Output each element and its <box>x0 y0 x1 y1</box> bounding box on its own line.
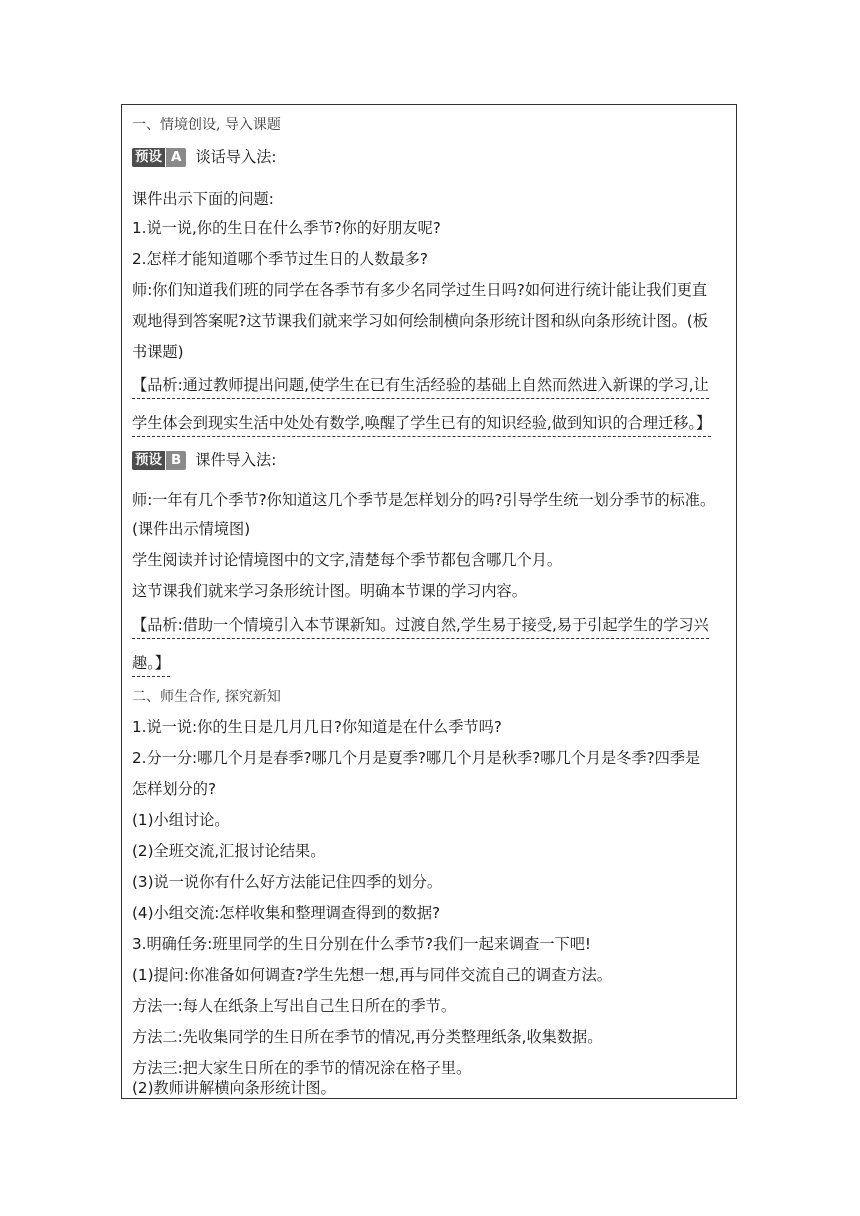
preset-b-text: 课件导入法: <box>195 451 277 469</box>
paragraph-line: 1.说一说:你的生日是几月几日?你知道是在什么季节吗? <box>132 718 502 736</box>
paragraph-line: 师:一年有几个季节?你知道这几个季节是怎样划分的吗?引导学生统一划分季节的标准。 <box>132 491 716 509</box>
paragraph-line: 2.怎样才能知道哪个季节过生日的人数最多? <box>132 250 428 268</box>
preset-badge-label: 预设 <box>132 451 165 470</box>
analysis-note-line: 学生体会到现实生活中处处有数学,唤醒了学生已有的知识经验,做到知识的合理迁移。】 <box>132 413 711 437</box>
preset-a-badge <box>132 148 186 167</box>
analysis-note-line: 【品析:借助一个情境引入本节课新知。过渡自然,学生易于接受,易于引起学生的学习兴 <box>132 615 709 639</box>
paragraph-line: 1.说一说,你的生日在什么季节?你的好朋友呢? <box>132 219 441 237</box>
paragraph-line: 3.明确任务:班里同学的生日分别在什么季节?我们一起来调查一下吧! <box>132 935 592 953</box>
analysis-note-line: 【品析:通过教师提出问题,使学生在已有生活经验的基础上自然而然进入新课的学习,让 <box>132 375 709 399</box>
paragraph-line: 方法一:每人在纸条上写出自己生日所在的季节。 <box>132 997 457 1015</box>
preset-badge-letter: A <box>166 148 186 167</box>
preset-b-badge <box>132 451 186 470</box>
paragraph-line: 观地得到答案呢?这节课我们就来学习如何绘制横向条形统计图和纵向条形统计图。(板 <box>132 312 708 330</box>
section-heading-2: 二、师生合作, 探究新知 <box>132 689 281 705</box>
paragraph-line: (1)小组讨论。 <box>132 811 230 829</box>
paragraph-line: (1)提问:你准备如何调查?学生先想一想,再与同伴交流自己的调查方法。 <box>132 966 612 984</box>
paragraph-line: 方法二:先收集同学的生日所在季节的情况,再分类整理纸条,收集数据。 <box>132 1028 603 1046</box>
paragraph-line: 书课题) <box>132 343 184 361</box>
paragraph-line: 学生阅读并讨论情境图中的文字,清楚每个季节都包含哪几个月。 <box>132 551 563 569</box>
analysis-note-line: 趣。】 <box>132 653 170 677</box>
section-heading-1: 一、情境创设, 导入课题 <box>132 117 281 133</box>
paragraph-line: 方法三:把大家生日所在的季节的情况涂在格子里。 <box>132 1059 472 1077</box>
paragraph-line: (2)全班交流,汇报讨论结果。 <box>132 842 326 860</box>
preset-b-row <box>132 450 276 470</box>
paragraph-line: 课件出示下面的问题: <box>132 190 274 208</box>
preset-a-row <box>132 147 277 167</box>
paragraph-line: (3)说一说你有什么好方法能记住四季的划分。 <box>132 873 443 891</box>
paragraph-line: 这节课我们就来学习条形统计图。明确本节课的学习内容。 <box>132 582 527 600</box>
paragraph-line: (4)小组交流:怎样收集和整理调查得到的数据? <box>132 904 441 922</box>
paragraph-line: (2)教师讲解横向条形统计图。 <box>132 1079 336 1097</box>
paragraph-line: 2.分一分:哪几个月是春季?哪几个月是夏季?哪几个月是秋季?哪几个月是冬季?四季是 <box>132 749 701 767</box>
preset-badge-letter: B <box>166 451 186 470</box>
preset-badge-label: 预设 <box>132 148 165 167</box>
paragraph-line: (课件出示情境图) <box>132 520 251 538</box>
paragraph-line: 怎样划分的? <box>132 780 216 798</box>
paragraph-line: 师:你们知道我们班的同学在各季节有多少名同学过生日吗?如何进行统计能让我们更直 <box>132 281 708 299</box>
lesson-plan-box <box>121 104 737 1099</box>
preset-a-text: 谈话导入法: <box>195 148 277 166</box>
